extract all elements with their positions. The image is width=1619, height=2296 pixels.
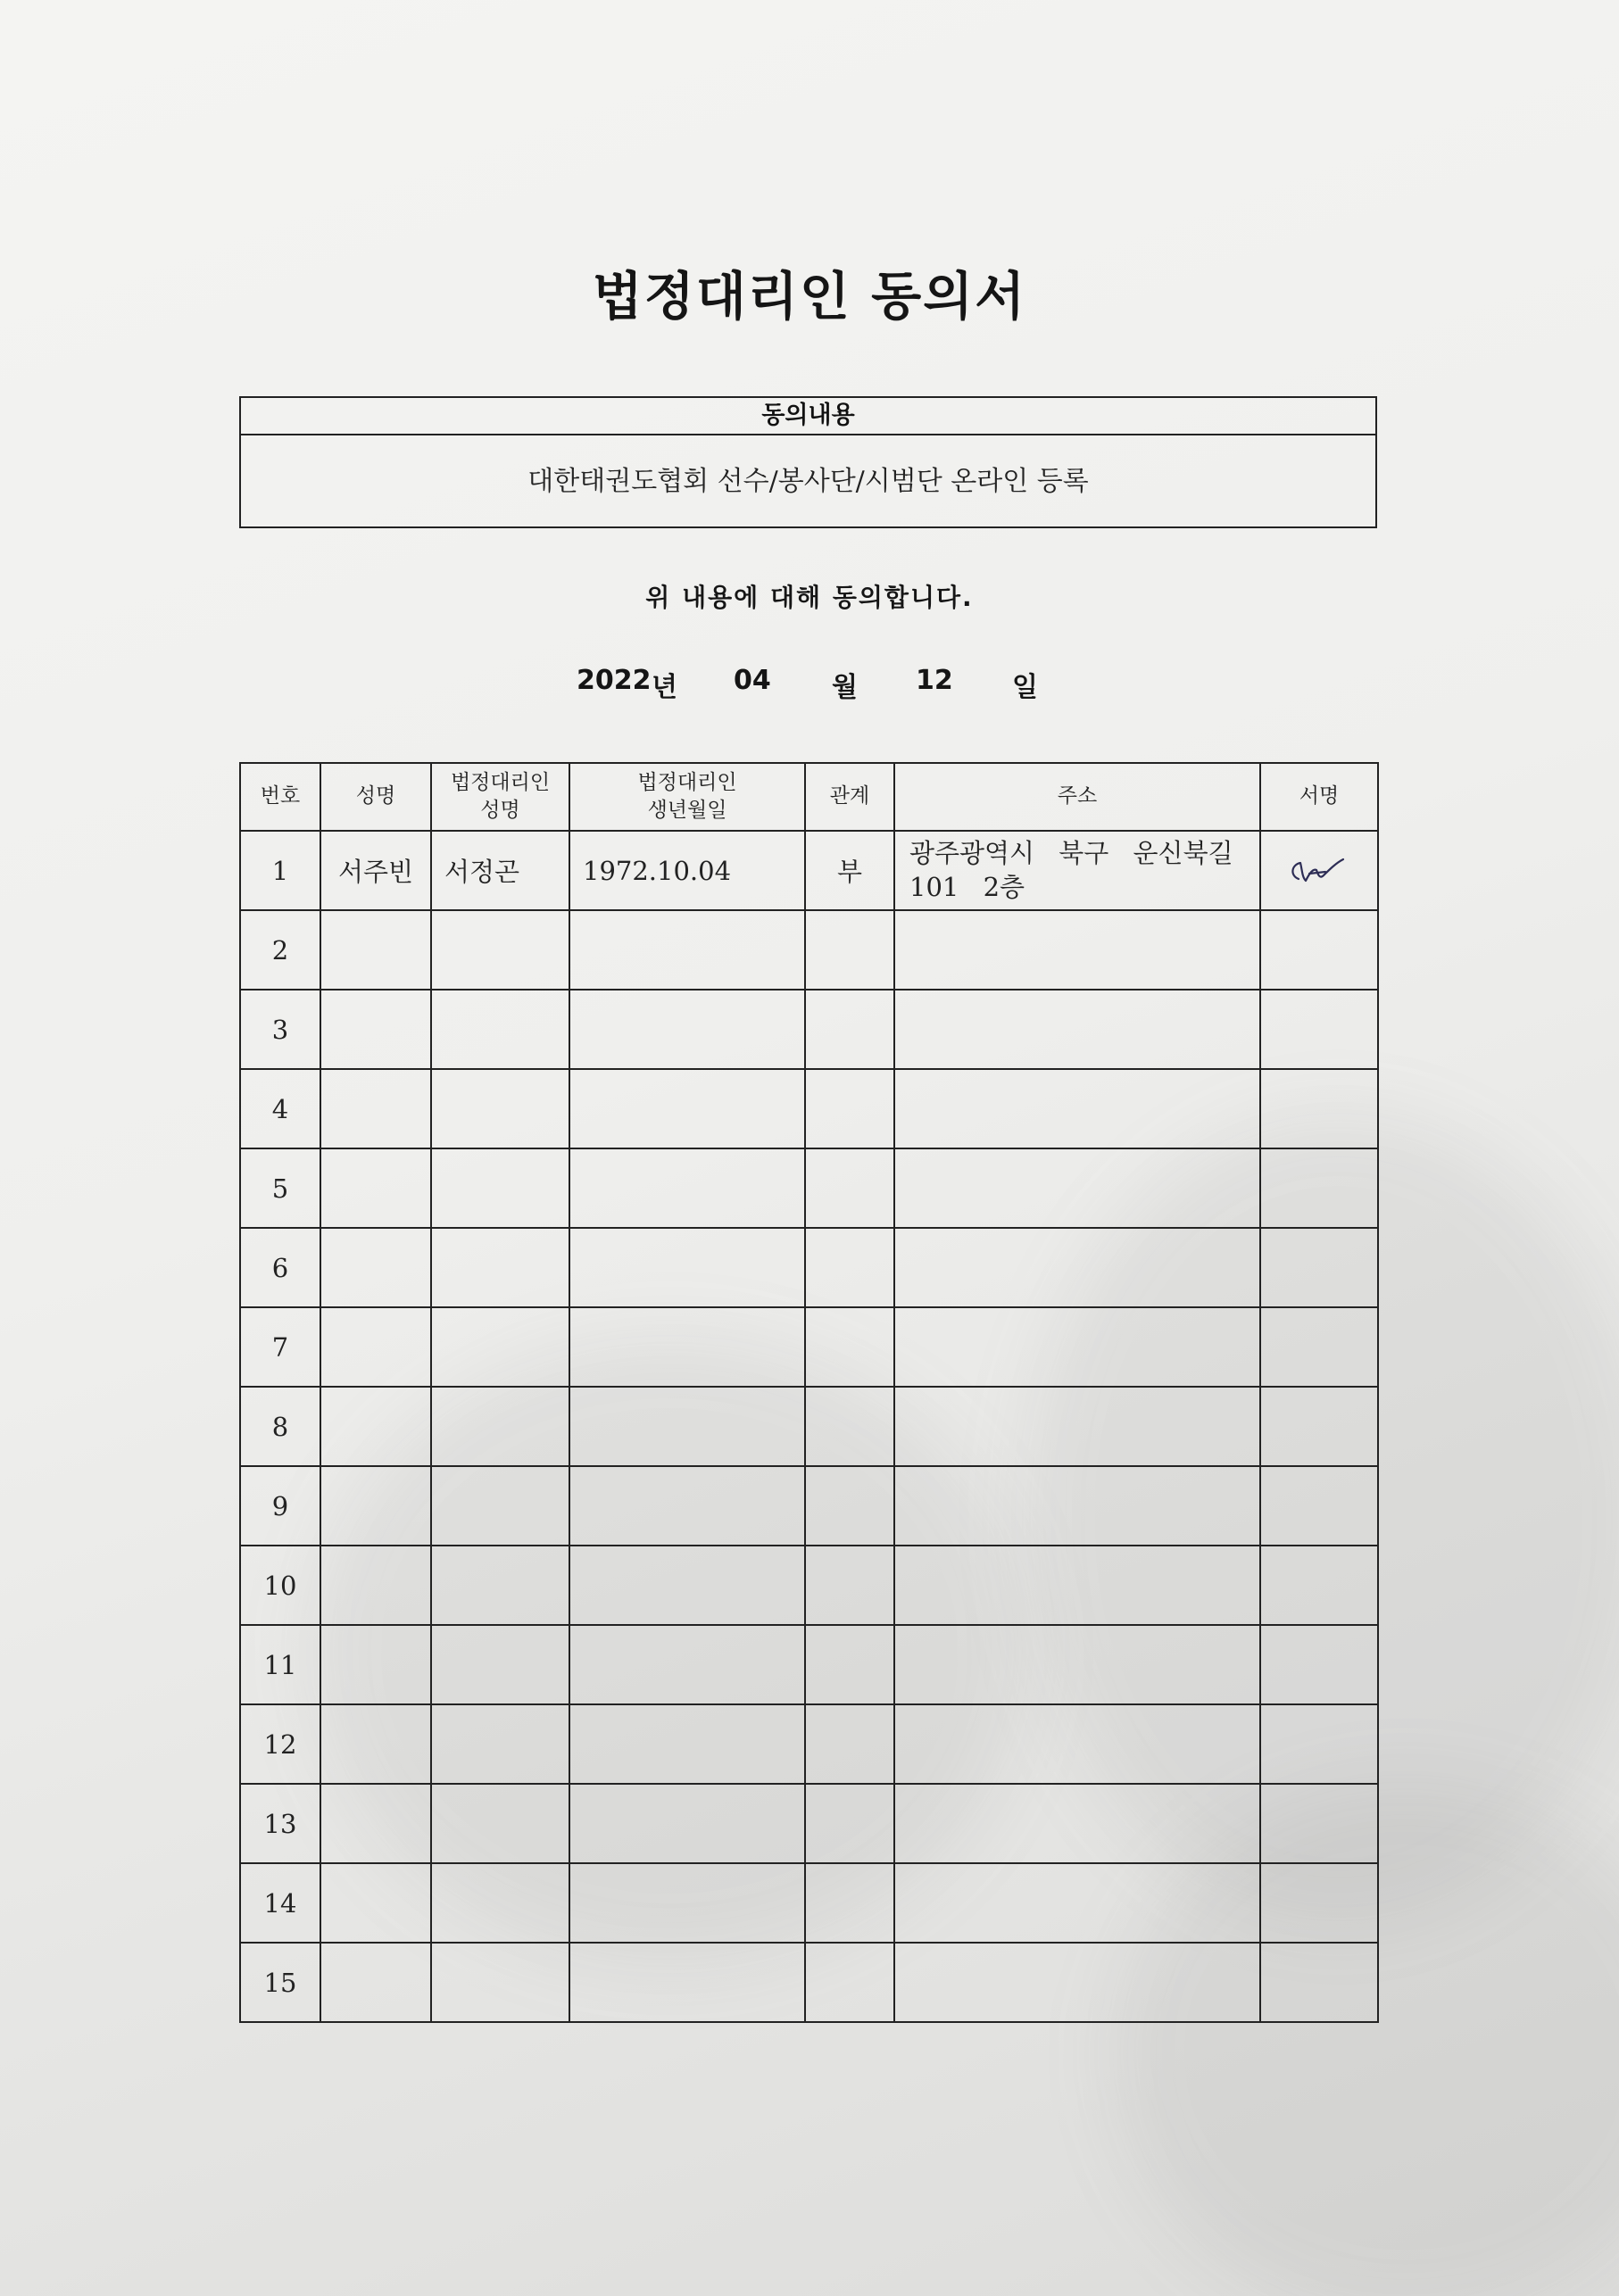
cell-relation	[805, 1148, 894, 1228]
table-row	[240, 1546, 1378, 1625]
cell-address	[894, 1546, 1260, 1625]
cell-no: 1	[240, 831, 320, 910]
cell-guardian-name	[431, 1863, 569, 1943]
table-row	[240, 910, 1378, 990]
cell-birth	[569, 1784, 805, 1863]
cell-signature	[1260, 831, 1378, 910]
cell-name	[320, 1228, 431, 1307]
cell-address	[894, 1148, 1260, 1228]
cell-birth	[569, 1546, 805, 1625]
cell-signature	[1260, 1387, 1378, 1466]
cell-name	[320, 1148, 431, 1228]
cell-guardian-name	[431, 1546, 569, 1625]
cell-address	[894, 1466, 1260, 1546]
table-row	[240, 1704, 1378, 1784]
cell-name	[320, 990, 431, 1069]
cell-signature	[1260, 1069, 1378, 1148]
cell-signature	[1260, 1784, 1378, 1863]
cell-birth	[569, 1148, 805, 1228]
cell-guardian-name	[431, 1069, 569, 1148]
cell-name	[320, 1704, 431, 1784]
cell-guardian-name	[431, 1784, 569, 1863]
cell-relation	[805, 1943, 894, 2022]
cell-name	[320, 1943, 431, 2022]
cell-no: 13	[240, 1784, 320, 1863]
cell-guardian-name: 서정곤	[431, 831, 569, 910]
header-name: 성명	[320, 763, 431, 831]
cell-signature	[1260, 1148, 1378, 1228]
cell-address	[894, 1228, 1260, 1307]
cell-no: 11	[240, 1625, 320, 1704]
cell-name	[320, 1784, 431, 1863]
agreement-statement: 위 내용에 대해 동의합니다.	[645, 583, 974, 612]
cell-name	[320, 1466, 431, 1546]
cell-signature	[1260, 1704, 1378, 1784]
cell-birth	[569, 1863, 805, 1943]
cell-name	[320, 1863, 431, 1943]
cell-birth	[569, 1943, 805, 2022]
header-guardian-birth-line1: 법정대리인	[637, 770, 737, 794]
cell-relation	[805, 1228, 894, 1307]
table-row	[240, 1148, 1378, 1228]
cell-no: 9	[240, 1466, 320, 1546]
date-month-unit: 월	[832, 672, 858, 703]
cell-no: 2	[240, 910, 320, 990]
cell-no: 3	[240, 990, 320, 1069]
cell-signature	[1260, 910, 1378, 990]
table-row	[240, 1387, 1378, 1466]
address-line2: 101 2층	[909, 871, 1025, 902]
cell-relation	[805, 910, 894, 990]
header-guardian-birth	[569, 763, 805, 831]
cell-birth	[569, 910, 805, 990]
table-row	[240, 831, 1378, 910]
cell-no: 14	[240, 1863, 320, 1943]
cell-address	[894, 1307, 1260, 1387]
cell-birth	[569, 1228, 805, 1307]
header-signature: 서명	[1260, 763, 1378, 831]
cell-address	[894, 1387, 1260, 1466]
cell-guardian-name	[431, 1387, 569, 1466]
header-guardian-name	[431, 763, 569, 831]
address-line1: 광주광역시 북구 운신북길	[909, 838, 1233, 869]
cell-address	[894, 831, 1260, 910]
header-relation: 관계	[805, 763, 894, 831]
cell-name	[320, 1625, 431, 1704]
table-row	[240, 1863, 1378, 1943]
header-guardian-name-line1: 법정대리인	[450, 770, 551, 794]
guardian-table	[239, 762, 1379, 2023]
cell-guardian-name	[431, 910, 569, 990]
cell-guardian-name	[431, 990, 569, 1069]
cell-address	[894, 1625, 1260, 1704]
cell-guardian-name	[431, 1148, 569, 1228]
header-address: 주소	[894, 763, 1260, 831]
table-row	[240, 1625, 1378, 1704]
cell-relation	[805, 1307, 894, 1387]
cell-signature	[1260, 1466, 1378, 1546]
cell-signature	[1260, 1625, 1378, 1704]
cell-no: 5	[240, 1148, 320, 1228]
cell-signature	[1260, 1943, 1378, 2022]
cell-guardian-name	[431, 1625, 569, 1704]
cell-guardian-name	[431, 1704, 569, 1784]
cell-guardian-name	[431, 1943, 569, 2022]
cell-relation	[805, 1466, 894, 1546]
cell-signature	[1260, 1546, 1378, 1625]
cell-no: 10	[240, 1546, 320, 1625]
cell-birth	[569, 1466, 805, 1546]
date-day: 12	[916, 665, 953, 696]
cell-relation	[805, 1784, 894, 1863]
cell-name	[320, 1069, 431, 1148]
date-month: 04	[734, 665, 771, 696]
consent-header: 동의내용	[241, 398, 1375, 435]
header-guardian-birth-line2: 생년월일	[647, 799, 727, 822]
cell-address	[894, 1863, 1260, 1943]
table-row	[240, 990, 1378, 1069]
table-row	[240, 1307, 1378, 1387]
table-row	[240, 1069, 1378, 1148]
cell-relation	[805, 990, 894, 1069]
date-year-unit: 년	[652, 672, 677, 703]
cell-no: 7	[240, 1307, 320, 1387]
cell-birth	[569, 1307, 805, 1387]
cell-relation	[805, 1546, 894, 1625]
cell-no: 15	[240, 1943, 320, 2022]
cell-name	[320, 1387, 431, 1466]
cell-name	[320, 1546, 431, 1625]
date-year: 2022	[577, 665, 652, 696]
cell-relation: 부	[805, 831, 894, 910]
table-row	[240, 1943, 1378, 2022]
table-row	[240, 1228, 1378, 1307]
cell-guardian-name	[431, 1466, 569, 1546]
cell-birth	[569, 990, 805, 1069]
cell-relation	[805, 1704, 894, 1784]
date-day-unit: 일	[1012, 672, 1038, 703]
signature-scribble-icon	[1279, 849, 1359, 893]
cell-address	[894, 1704, 1260, 1784]
cell-birth	[569, 1625, 805, 1704]
cell-address	[894, 1943, 1260, 2022]
cell-signature	[1260, 1863, 1378, 1943]
cell-no: 8	[240, 1387, 320, 1466]
cell-birth	[569, 1069, 805, 1148]
cell-relation	[805, 1625, 894, 1704]
cell-signature	[1260, 1307, 1378, 1387]
cell-relation	[805, 1863, 894, 1943]
cell-guardian-name	[431, 1307, 569, 1387]
table-header-row	[240, 763, 1378, 831]
cell-relation	[805, 1387, 894, 1466]
cell-address	[894, 910, 1260, 990]
cell-birth: 1972.10.04	[569, 831, 805, 910]
document-title: 법정대리인 동의서	[592, 266, 1027, 327]
cell-name: 서주빈	[320, 831, 431, 910]
cell-no: 12	[240, 1704, 320, 1784]
cell-signature	[1260, 1228, 1378, 1307]
cell-birth	[569, 1387, 805, 1466]
cell-no: 4	[240, 1069, 320, 1148]
cell-address	[894, 990, 1260, 1069]
cell-address	[894, 1069, 1260, 1148]
cell-relation	[805, 1069, 894, 1148]
header-no: 번호	[240, 763, 320, 831]
table-row	[240, 1784, 1378, 1863]
table-row	[240, 1466, 1378, 1546]
cell-birth	[569, 1704, 805, 1784]
cell-address	[894, 1784, 1260, 1863]
consent-box	[239, 396, 1377, 528]
cell-name	[320, 1307, 431, 1387]
cell-signature	[1260, 990, 1378, 1069]
header-guardian-name-line2: 성명	[480, 799, 520, 822]
cell-no: 6	[240, 1228, 320, 1307]
cell-name	[320, 910, 431, 990]
cell-guardian-name	[431, 1228, 569, 1307]
consent-body: 대한태권도협회 선수/봉사단/시범단 온라인 등록	[527, 466, 1089, 497]
